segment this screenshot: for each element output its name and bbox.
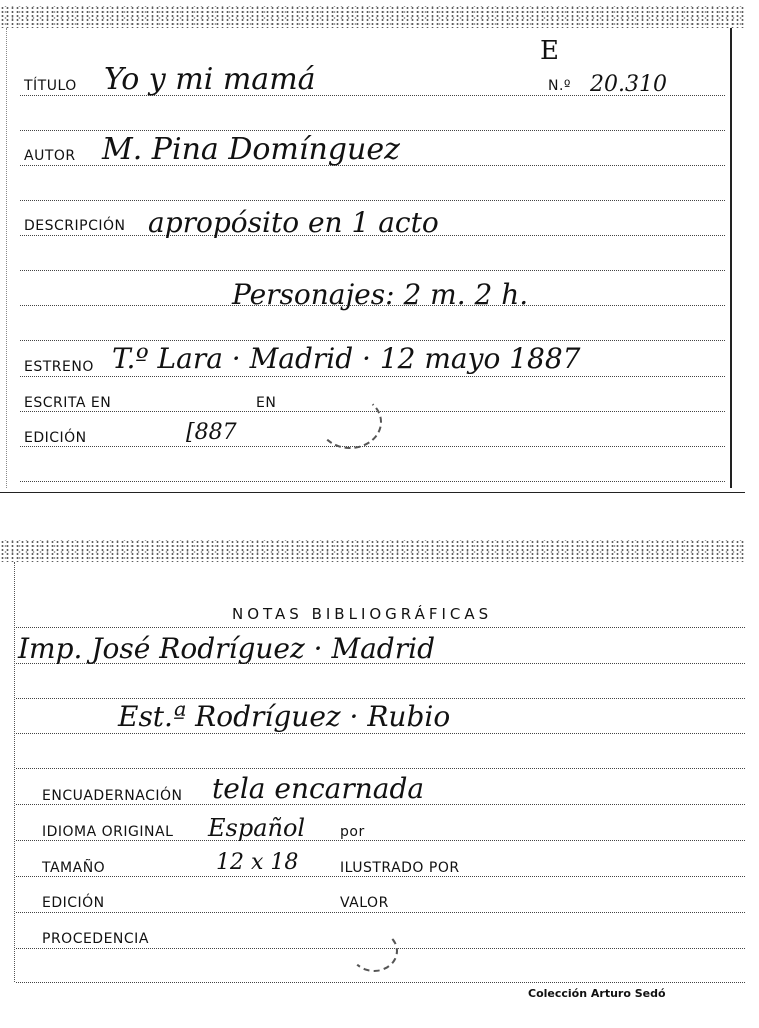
nota-line-2: Est.ª Rodríguez · Rubio xyxy=(118,700,451,733)
edicion-label: EDICIÓN xyxy=(24,430,87,446)
personajes-value: Personajes: 2 m. 2 h. xyxy=(232,278,529,311)
rule-line xyxy=(16,698,745,699)
rule-line xyxy=(20,340,725,341)
autor-value: M. Pina Domínguez xyxy=(102,132,400,167)
autor-label: AUTOR xyxy=(24,148,76,164)
notas-title: NOTAS BIBLIOGRÁFICAS xyxy=(232,605,493,623)
en-label: EN xyxy=(256,395,277,411)
edicion-value: [887 xyxy=(186,420,237,445)
por-label: por xyxy=(340,824,365,840)
tamano-label: TAMAÑO xyxy=(42,860,106,876)
rule-line xyxy=(16,840,745,841)
valor-label: VALOR xyxy=(340,895,389,911)
collection-credit: Colección Arturo Sedó xyxy=(528,987,666,1000)
titulo-value: Yo y mi mamá xyxy=(104,62,316,97)
rule-line xyxy=(20,376,725,377)
card-right-border xyxy=(730,28,732,488)
tamano-value: 12 x 18 xyxy=(216,850,299,875)
numero-label: N.º xyxy=(548,78,572,94)
card-separator xyxy=(0,492,745,493)
rule-line xyxy=(16,876,745,877)
card-left-border xyxy=(14,562,15,982)
idioma-label: IDIOMA ORIGINAL xyxy=(42,824,174,840)
card-left-border xyxy=(6,28,7,488)
idioma-value: Español xyxy=(208,814,306,842)
edicion-label-bottom: EDICIÓN xyxy=(42,895,105,911)
rule-line xyxy=(16,982,745,983)
escrita-en-label: ESCRITA EN xyxy=(24,395,112,411)
rule-line xyxy=(20,270,725,271)
encuadernacion-value: tela encarnada xyxy=(212,772,425,805)
rule-line xyxy=(16,912,745,913)
rule-line xyxy=(16,627,745,628)
card-bottom-edge xyxy=(0,540,745,562)
card-marker: E xyxy=(540,36,559,66)
stamp-mark xyxy=(350,930,398,972)
top-index-card xyxy=(0,0,745,490)
descripcion-value: apropósito en 1 acto xyxy=(148,206,439,239)
stamp-mark xyxy=(318,395,382,449)
ilustrado-label: ILUSTRADO POR xyxy=(340,860,460,876)
rule-line xyxy=(20,130,725,131)
rule-line xyxy=(20,200,725,201)
procedencia-label: PROCEDENCIA xyxy=(42,931,149,947)
titulo-label: TÍTULO xyxy=(24,78,77,94)
estreno-value: T.º Lara · Madrid · 12 mayo 1887 xyxy=(112,342,581,375)
rule-line xyxy=(16,768,745,769)
numero-value: 20.310 xyxy=(590,72,667,97)
descripcion-label: DESCRIPCIÓN xyxy=(24,218,126,234)
encuadernacion-label: ENCUADERNACIÓN xyxy=(42,788,183,804)
rule-line xyxy=(20,446,725,447)
rule-line xyxy=(16,733,745,734)
nota-line-1: Imp. José Rodríguez · Madrid xyxy=(18,632,435,665)
card-top-edge xyxy=(0,6,745,28)
rule-line xyxy=(20,481,725,482)
estreno-label: ESTRENO xyxy=(24,359,94,375)
